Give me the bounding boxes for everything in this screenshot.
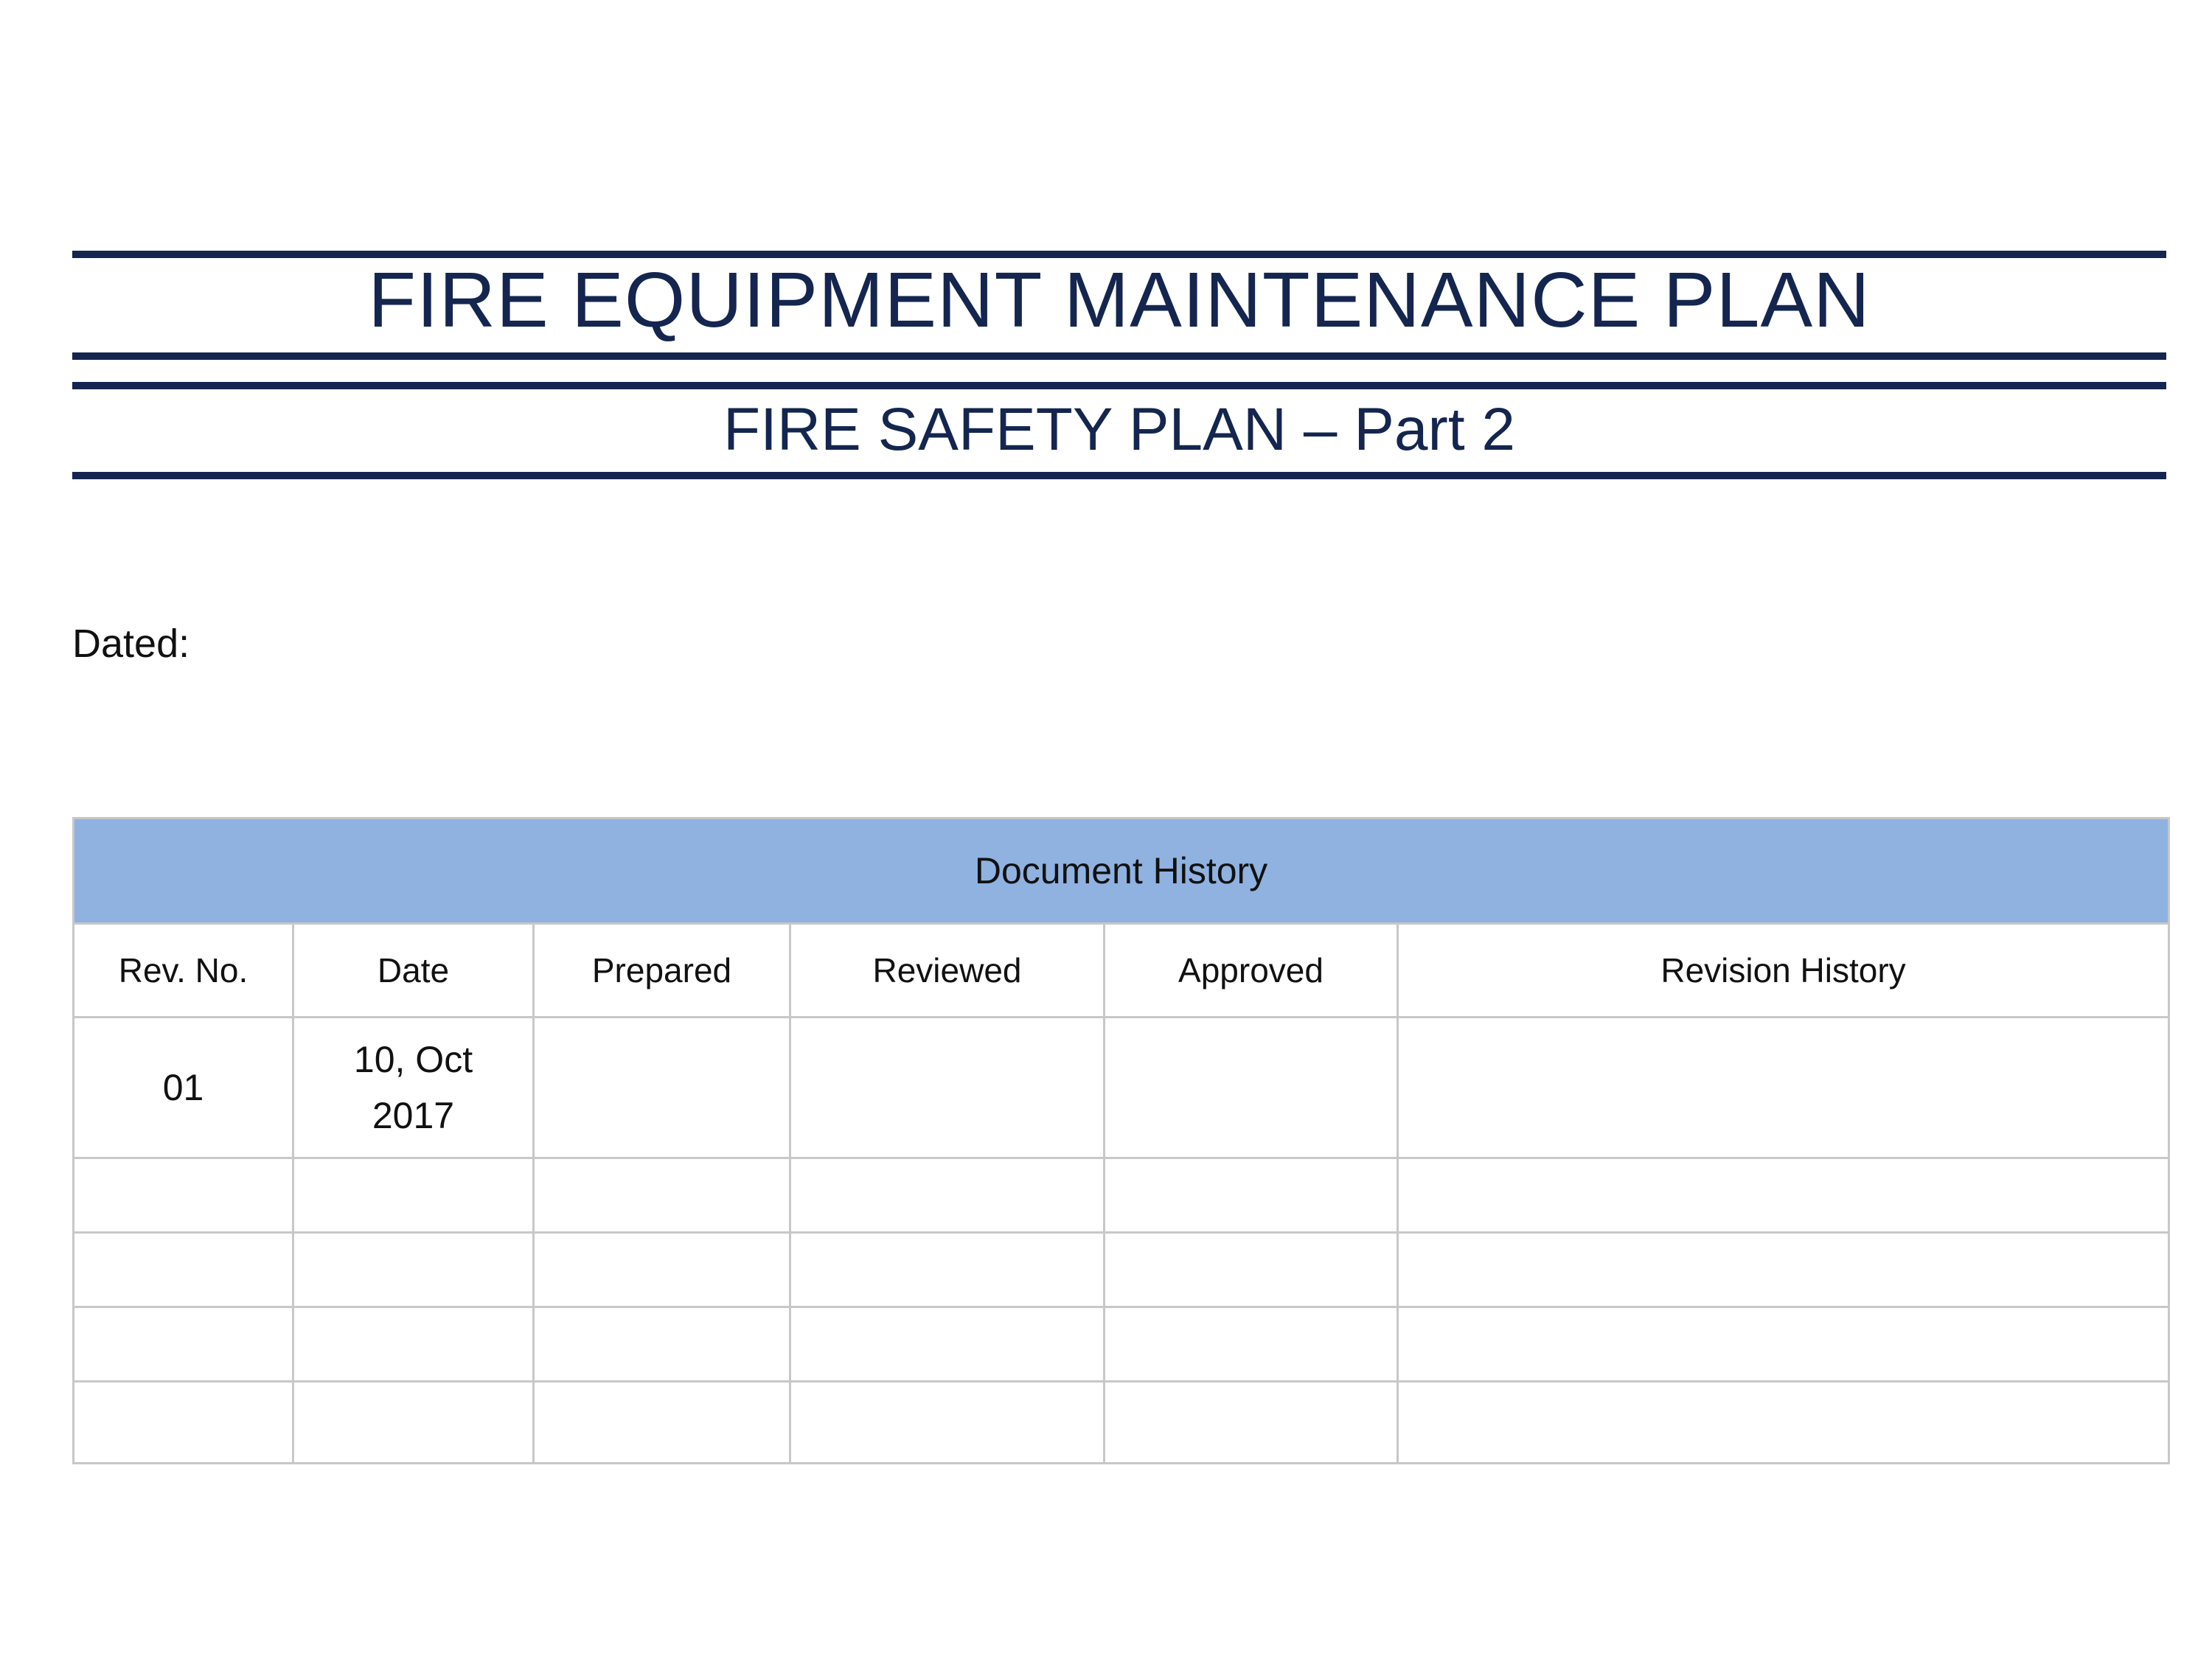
cell-prepared [534,1382,790,1464]
subtitle-top-rule [72,382,2166,389]
title-bottom-rule [72,352,2166,360]
cell-date [293,1233,534,1307]
document-history-table [72,817,2170,1464]
dated-label: Dated: [72,622,190,666]
table-row [74,1158,2169,1233]
table-row [74,1382,2169,1464]
cell-reviewed [790,1382,1105,1464]
cell-prepared [534,1158,790,1233]
cell-reviewed [790,1018,1105,1158]
cell-date [293,1382,534,1464]
cell-date [293,1307,534,1382]
column-header-prepared: Prepared [534,924,790,1018]
cell-revision-history [1398,1233,2169,1307]
cell-reviewed [790,1233,1105,1307]
table-row [74,1018,2169,1158]
cell-date [293,1018,534,1158]
cell-date-text: 10, Oct 2017 [353,1039,473,1136]
column-header-date: Date [293,924,534,1018]
cell-approved [1105,1307,1398,1382]
cell-revision-history [1398,1158,2169,1233]
cell-rev-no: 01 [74,1018,293,1158]
column-header-rev-no: Rev. No. [74,924,293,1018]
table-row [74,1307,2169,1382]
cell-prepared [534,1018,790,1158]
column-header-reviewed: Reviewed [790,924,1105,1018]
table-header-row [74,924,2169,1018]
cell-prepared [534,1307,790,1382]
column-header-revision-history: Revision History [1398,924,2169,1018]
cell-rev-no [74,1158,293,1233]
cell-revision-history [1398,1018,2169,1158]
column-header-approved: Approved [1105,924,1398,1018]
cell-approved [1105,1382,1398,1464]
subtitle-bottom-rule [72,472,2166,479]
document-subtitle: FIRE SAFETY PLAN – Part 2 [723,396,1515,463]
cell-revision-history [1398,1382,2169,1464]
cell-approved [1105,1018,1398,1158]
cell-rev-no [74,1382,293,1464]
table-row [74,1233,2169,1307]
cell-date [293,1158,534,1233]
table-caption: Document History [74,818,2169,924]
cell-approved [1105,1233,1398,1307]
cell-reviewed [790,1158,1105,1233]
cell-reviewed [790,1307,1105,1382]
cell-revision-history [1398,1307,2169,1382]
table-caption-row [74,818,2169,924]
cell-rev-no [74,1307,293,1382]
cell-approved [1105,1158,1398,1233]
cell-prepared [534,1233,790,1307]
cell-rev-no [74,1233,293,1307]
document-title: FIRE EQUIPMENT MAINTENANCE PLAN [368,257,1871,344]
